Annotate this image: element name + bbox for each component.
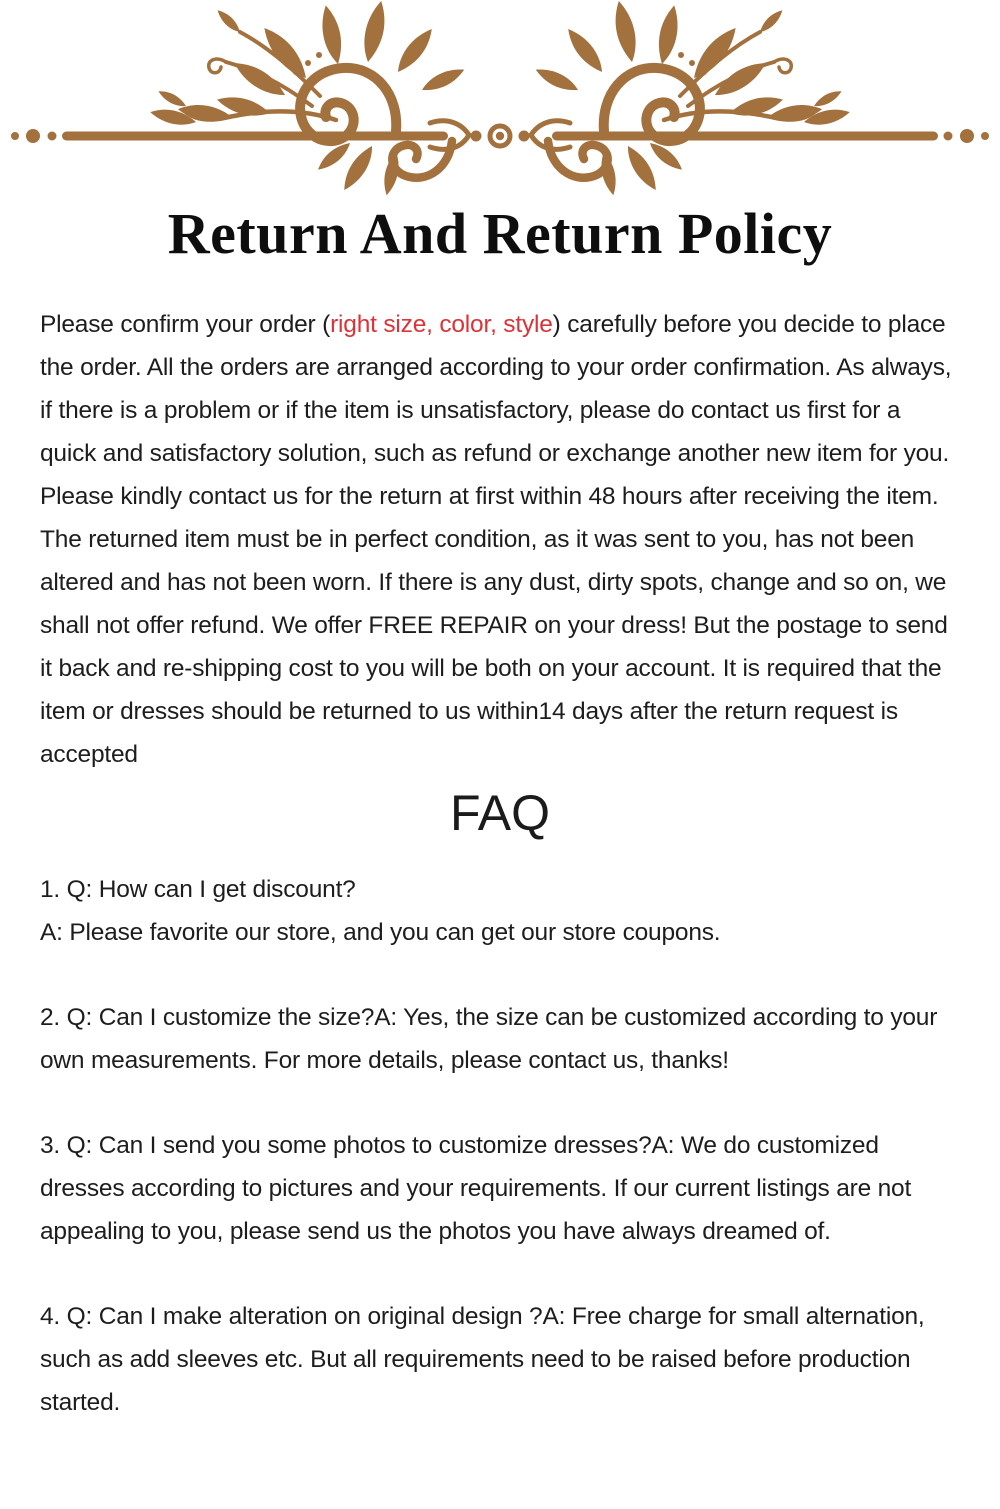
faq-heading: FAQ xyxy=(449,784,551,841)
policy-paragraph-1 xyxy=(40,303,960,518)
faq-question: 1. Q: How can I get discount? xyxy=(40,875,356,903)
policy-text-after: ) carefully before you decide to place the order. All the orders are arranged according to your order confirmation. As always, if there is a problem or if the item is unsatisfactory, please do contact us first for a quick and satisfactory solution, such as refund or exchange another new item for you. Please kindly contact us for the return at first within 48 hours after receiving the item. xyxy=(40,310,952,510)
faq-question-answer: 2. Q: Can I customize the size?A: Yes, the size can be customized according to your own measurements. For more details, please contact us, thanks! xyxy=(40,1003,938,1074)
page-title: Return And Return Policy xyxy=(167,201,833,266)
faq-answer: A: Please favorite our store, and you can get our store coupons. xyxy=(40,918,721,946)
policy-paragraph-2: The returned item must be in perfect condition, as it was sent to you, has not been altered and has not been worn. If there is any dust, dirty spots, change and so on, we shall not offer refund. We offer FREE REPAIR on your dress! But the postage to send it back and re-shipping cost to you will be both on your account. It is required that the item or dresses should be returned to us within14 days after the return request is accepted xyxy=(40,525,948,768)
faq-item-4 xyxy=(40,1295,960,1424)
policy-section xyxy=(40,303,960,776)
faq-item-3 xyxy=(40,1124,960,1253)
faq-section xyxy=(40,868,960,1424)
faq-item-1 xyxy=(40,868,960,954)
faq-question-answer: 4. Q: Can I make alteration on original design ?A: Free charge for small alternation, such as add sleeves etc. But all requirements need to be raised before production started. xyxy=(40,1302,925,1416)
policy-text-highlight: right size, color, style xyxy=(330,310,553,338)
policy-text-before: Please confirm your order ( xyxy=(40,310,331,338)
floral-divider-ornament xyxy=(0,0,1000,196)
faq-item-2 xyxy=(40,996,960,1082)
faq-question-answer: 3. Q: Can I send you some photos to customize dresses?A: We do customized dresses according to pictures and your requirements. If our current listings are not appealing to you, please send us the photos you have always dreamed of. xyxy=(40,1131,912,1245)
